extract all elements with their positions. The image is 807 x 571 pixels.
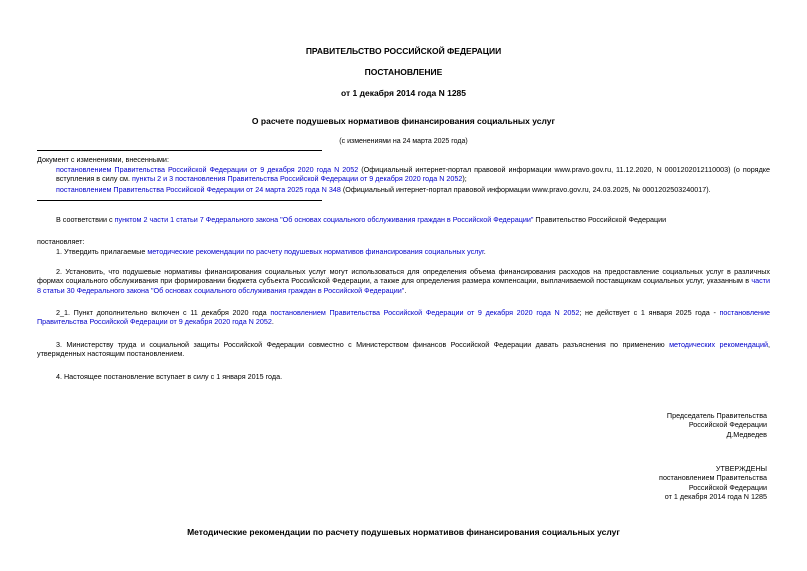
amendments-intro: Документ с изменениями, внесенными: <box>37 155 169 164</box>
paragraph-3-link[interactable]: методических рекомендаций <box>669 340 768 349</box>
signature-line-1: Председатель Правительства <box>666 411 767 420</box>
amendment-link-2052[interactable]: постановлением Правительства Российской Федерации от 9 декабря 2020 года N 2052 <box>56 165 359 174</box>
preamble-post: Правительство Российской Федерации <box>533 215 667 224</box>
paragraph-2-1-pre: 2_1. Пункт дополнительно включен с 11 декабря 2020 года <box>56 308 271 317</box>
approved-line-4: от 1 декабря 2014 года N 1285 <box>664 492 767 502</box>
approved-line-2: постановлением Правительства <box>659 473 767 483</box>
amendment-link-348[interactable]: постановлением Правительства Российской Федерации от 24 марта 2025 года N 348 <box>56 185 341 194</box>
approved-line-1: УТВЕРЖДЕНЫ <box>715 464 767 473</box>
changes-note: (с изменениями на 24 марта 2025 года) <box>339 138 468 145</box>
signature-line-2: Российской Федерации <box>688 420 767 430</box>
signature-line-3: Д.Медведев <box>726 429 767 439</box>
decrees-label: постановляет: <box>37 237 85 246</box>
signature-block <box>667 411 767 439</box>
paragraph-1 <box>56 247 770 256</box>
approved-line-3: Российской Федерации <box>688 482 767 492</box>
paragraph-3-pre: 3. Министерству труда и социальной защиты Российской Федерации совместно с Министерством финансов Российской Федерации давать разъяснения по применению <box>56 340 670 349</box>
amendment-item-2-text: (Официальный интернет-портал правовой информации www.pravo.gov.ru, 24.03.2025, № 0001202503240017). <box>340 185 711 194</box>
paragraph-2-1-mid: ; не действует с 1 января 2025 года - <box>579 308 720 317</box>
federal-law-part8-link[interactable]: части 8 статьи 30 Федерального закона "Об основах социального обслуживания граждан в Российской Федерации" <box>37 276 770 295</box>
paragraph-2-1-post: . <box>271 317 274 327</box>
paragraph-1-post: . <box>483 247 486 256</box>
amendment-item-1-tail: ); <box>462 174 467 184</box>
date-number-heading: от 1 декабря 2014 года N 1285 <box>340 88 467 98</box>
paragraph-2-1-link-2[interactable]: постановление Правительства Российской Федерации от 9 декабря 2020 года N 2052 <box>37 308 770 327</box>
divider-bottom <box>37 200 322 201</box>
preamble <box>56 215 770 224</box>
paragraph-2-text: 2. Установить, что подушевые нормативы финансирования социальных услуг могут использоваться для определения объема финансирования расходов на предоставление социальных услуг в различных формах социального обслуживания при формировании бюджета субъекта Российской Федерации, а также для определения размера компенсации, выплачиваемой поставщикам социальных услуг, указанным в <box>37 267 770 286</box>
amendment-link-2052-points[interactable]: пункты 2 и 3 постановления Правительства Российской Федерации от 9 декабря 2020 года N 2052 <box>132 174 463 184</box>
approved-block <box>659 464 767 501</box>
document-title: О расчете подушевых нормативов финансирования социальных услуг <box>251 116 556 126</box>
methodical-recommendations-title: Методические рекомендации по расчету подушевых нормативов финансирования социальных услуг <box>187 527 620 537</box>
preamble-link-federal-law[interactable]: пунктом 2 части 1 статьи 7 Федерального закона "Об основах социального обслуживания граждан в Российской Федерации" <box>114 215 534 224</box>
paragraph-2-1-link[interactable]: постановлением Правительства Российской Федерации от 9 декабря 2020 года N 2052 <box>270 308 580 317</box>
amendment-item-1-text: (Официальный интернет-портал правовой информации www.pravo.gov.ru, 11.12.2020, N 0001202012110003) (о порядке вступления в силу см. <box>56 165 770 184</box>
paragraph-2-post: . <box>404 285 407 295</box>
divider-top <box>37 150 322 151</box>
government-heading: ПРАВИТЕЛЬСТВО РОССИЙСКОЙ ФЕДЕРАЦИИ <box>305 46 502 56</box>
amendment-item-2 <box>56 185 770 194</box>
amendment-item-1 <box>56 165 770 184</box>
paragraph-1-pre: 1. Утвердить прилагаемые <box>56 247 148 256</box>
paragraph-2-1 <box>37 308 770 327</box>
paragraph-2 <box>37 267 770 295</box>
methodical-recommendations-link[interactable]: методические рекомендации по расчету подушевых нормативов финансирования социальных услуг <box>147 247 484 256</box>
paragraph-3 <box>37 340 770 359</box>
paragraph-3-post: , утвержденных настоящим постановлением. <box>37 340 770 359</box>
preamble-pre: В соответствии с <box>56 215 115 224</box>
paragraph-4: 4. Настоящее постановление вступает в силу с 1 января 2015 года. <box>56 372 283 381</box>
doc-type-heading: ПОСТАНОВЛЕНИЕ <box>364 67 443 77</box>
